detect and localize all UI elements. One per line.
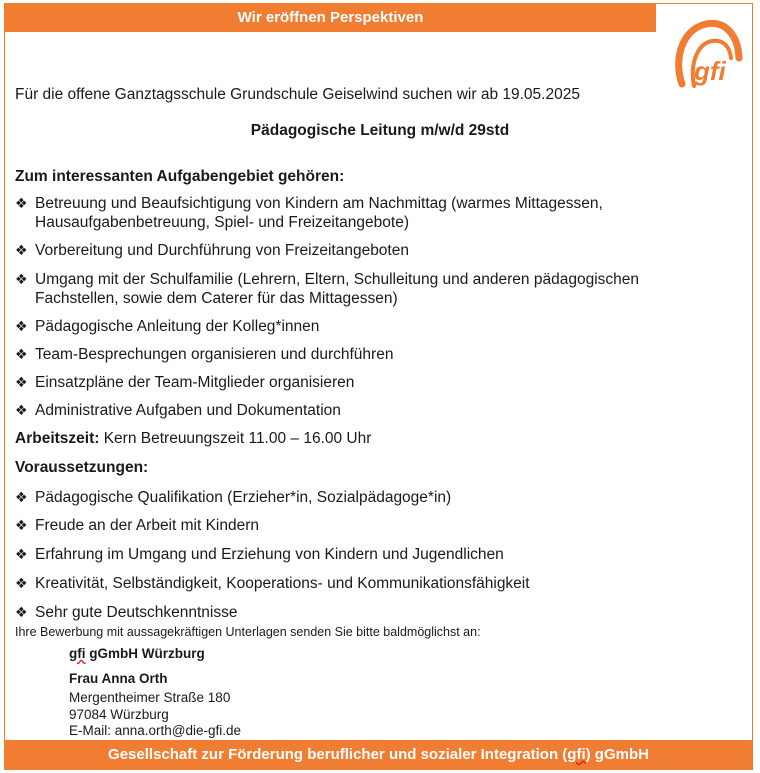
bullet-icon: ❖ bbox=[15, 546, 28, 562]
bullet-icon: ❖ bbox=[15, 346, 28, 362]
list-item bbox=[15, 545, 675, 564]
worktime-value: Kern Betreuungszeit 11.00 – 16.00 Uhr bbox=[103, 430, 372, 447]
contact-person: Frau Anna Orth bbox=[69, 671, 168, 686]
list-item bbox=[15, 574, 675, 593]
bullet-icon: ❖ bbox=[15, 402, 28, 418]
bullet-icon: ❖ bbox=[15, 318, 28, 334]
requirement-text: Kreativität, Selbständigkeit, Kooperations- und Kommunikationsfähigkeit bbox=[35, 575, 530, 592]
task-text: Betreuung und Beaufsichtigung von Kindern am Nachmittag (warmes Mittagessen, Hausaufgabenbetreuung, Spiel- und Freizeitangebote) bbox=[35, 195, 603, 231]
top-banner: Wir eröffnen Perspektiven bbox=[5, 4, 656, 32]
list-item bbox=[15, 317, 675, 336]
footer-part2: ) gGmbH bbox=[585, 746, 649, 763]
contact-company bbox=[69, 646, 205, 661]
bullet-icon: ❖ bbox=[15, 374, 28, 390]
bullet-icon: ❖ bbox=[15, 575, 28, 591]
contact-email[interactable]: E-Mail: anna.orth@die-gfi.de bbox=[69, 723, 242, 738]
list-item bbox=[15, 194, 675, 232]
footer-gfi: gfi bbox=[567, 746, 586, 763]
intro-text: Für die offene Ganztagsschule Grundschule Geiselwind suchen wir ab 19.05.2025 bbox=[15, 86, 580, 103]
list-item bbox=[15, 401, 675, 420]
requirement-text: Freude an der Arbeit mit Kindern bbox=[35, 517, 260, 534]
gfi-logo bbox=[668, 14, 744, 88]
company-gfi: gfi bbox=[69, 646, 86, 661]
logo-text: gfi bbox=[694, 56, 726, 86]
list-item bbox=[15, 516, 675, 535]
contact-city: 97084 Würzburg bbox=[69, 707, 169, 722]
bullet-icon: ❖ bbox=[15, 489, 28, 505]
contact-street: Mergentheimer Straße 180 bbox=[69, 690, 231, 705]
requirement-text: Sehr gute Deutschkenntnisse bbox=[35, 604, 238, 621]
worktime-line bbox=[15, 430, 371, 448]
job-title: Pädagogische Leitung m/w/d 29std bbox=[250, 122, 510, 139]
bullet-icon: ❖ bbox=[15, 242, 28, 258]
task-text: Vorbereitung und Durchführung von Freizeitangeboten bbox=[35, 242, 409, 259]
task-text: Pädagogische Anleitung der Kolleg*innen bbox=[35, 318, 320, 335]
footer-part1: Gesellschaft zur Förderung beruflicher und sozialer Integration ( bbox=[108, 746, 568, 763]
bottom-banner bbox=[5, 740, 752, 769]
task-text: Einsatzpläne der Team-Mitglieder organisieren bbox=[35, 374, 355, 391]
list-item bbox=[15, 488, 675, 507]
tasks-heading: Zum interessanten Aufgabengebiet gehören: bbox=[15, 168, 345, 185]
company-rest: gGmbH Würzburg bbox=[85, 646, 205, 661]
list-item bbox=[15, 241, 675, 260]
list-item bbox=[15, 270, 675, 308]
requirement-text: Pädagogische Qualifikation (Erzieher*in, Sozialpädagoge*in) bbox=[35, 489, 452, 506]
bullet-icon: ❖ bbox=[15, 604, 28, 620]
requirement-text: Erfahrung im Umgang und Erziehung von Kindern und Jugendlichen bbox=[35, 546, 504, 563]
task-text: Administrative Aufgaben und Dokumentation bbox=[35, 402, 341, 419]
list-item bbox=[15, 345, 675, 364]
worktime-label: Arbeitszeit: bbox=[15, 430, 100, 447]
bullet-icon: ❖ bbox=[15, 195, 28, 211]
bullet-icon: ❖ bbox=[15, 271, 28, 287]
list-item bbox=[15, 373, 675, 392]
task-text: Team-Besprechungen organisieren und durchführen bbox=[35, 346, 394, 363]
requirements-heading: Voraussetzungen: bbox=[15, 459, 149, 476]
task-text: Umgang mit der Schulfamilie (Lehrern, Eltern, Schulleitung und anderen pädagogischen Fachstellen, sowie dem Caterer für das Mittagessen) bbox=[35, 271, 640, 307]
apply-text: Ihre Bewerbung mit aussagekräftigen Unterlagen senden Sie bitte baldmöglichst an: bbox=[15, 625, 481, 639]
list-item bbox=[15, 603, 675, 622]
bullet-icon: ❖ bbox=[15, 517, 28, 533]
